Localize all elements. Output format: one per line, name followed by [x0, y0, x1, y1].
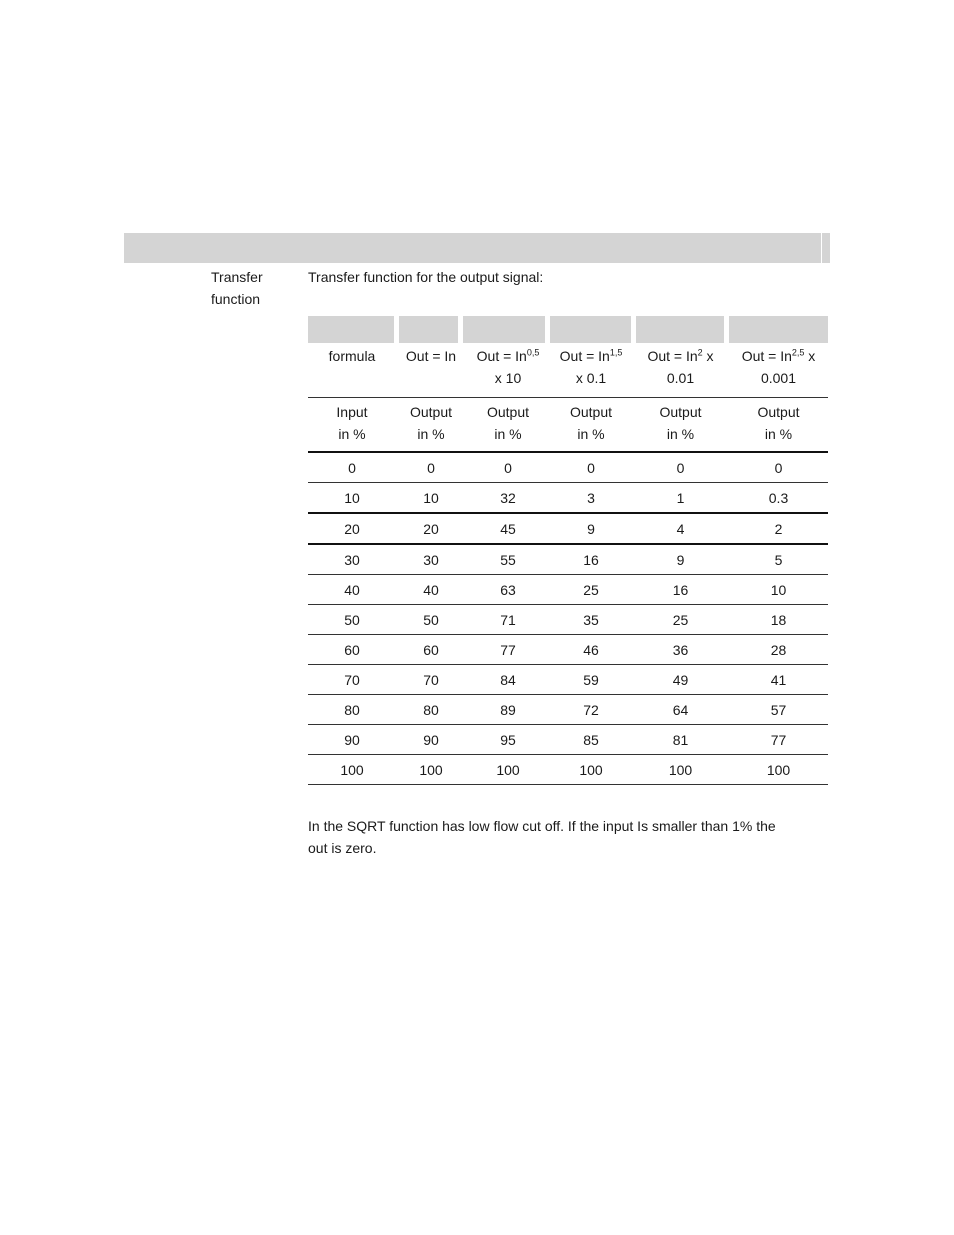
table-row	[308, 513, 828, 544]
table-cell: 16	[550, 544, 632, 575]
formula-cell	[466, 343, 550, 398]
table-cell: 10	[729, 575, 828, 605]
table-cell: 57	[729, 695, 828, 725]
unit-line2: in %	[494, 426, 522, 442]
table-cell: 16	[632, 575, 729, 605]
formula-exponent: 1,5	[609, 347, 623, 358]
formula-line1	[308, 345, 396, 367]
table-cell: 84	[466, 665, 550, 695]
formula-base: Out = In	[559, 348, 610, 364]
table-row	[308, 755, 828, 785]
table-cell: 46	[550, 635, 632, 665]
table-cell: 77	[466, 635, 550, 665]
table-cell: 0	[466, 452, 550, 483]
table-cell: 64	[632, 695, 729, 725]
table-row	[308, 483, 828, 514]
formula-cell	[632, 343, 729, 398]
table-cell: 63	[466, 575, 550, 605]
table-cell: 0	[396, 452, 466, 483]
intro-text: Transfer function for the output signal:	[308, 269, 544, 285]
header-bar-gap	[458, 316, 463, 343]
unit-line1: Output	[569, 404, 613, 420]
note-line2: out is zero.	[308, 840, 377, 856]
unit-line1: Output	[659, 404, 702, 420]
table-cell: 40	[308, 575, 396, 605]
unit-line1: Output	[757, 404, 800, 420]
table-cell: 100	[466, 755, 550, 785]
table-cell: 49	[632, 665, 729, 695]
table-row	[308, 575, 828, 605]
table-cell: 100	[729, 755, 828, 785]
table-row	[308, 725, 828, 755]
formula-line1	[729, 345, 828, 367]
unit-cell	[308, 398, 396, 453]
formula-base: Out = In	[647, 348, 698, 364]
formula-line1	[550, 345, 632, 367]
formula-suffix: x	[804, 348, 816, 364]
table-row	[308, 605, 828, 635]
table-cell: 1	[632, 483, 729, 514]
unit-cell	[632, 398, 729, 453]
table-cell: 85	[550, 725, 632, 755]
table-cell: 0	[632, 452, 729, 483]
table-cell: 25	[550, 575, 632, 605]
table-cell: 90	[308, 725, 396, 755]
unit-cell	[550, 398, 632, 453]
table-row	[308, 544, 828, 575]
table-cell: 0	[308, 452, 396, 483]
table-cell: 35	[550, 605, 632, 635]
section-label-line2: function	[211, 291, 261, 307]
header-bar-gap	[394, 316, 399, 343]
table-cell: 3	[550, 483, 632, 514]
table-cell: 71	[466, 605, 550, 635]
table-row	[308, 635, 828, 665]
transfer-function-table	[308, 316, 828, 785]
table-cell: 55	[466, 544, 550, 575]
formula-exponent: 2	[697, 347, 703, 358]
formula-line2: x 0.1	[575, 370, 607, 386]
table-cell: 41	[729, 665, 828, 695]
formula-line2: 0.01	[666, 370, 695, 386]
table-cell: 10	[396, 483, 466, 514]
table-cell: 36	[632, 635, 729, 665]
table-cell: 2	[729, 513, 828, 544]
table-cell: 45	[466, 513, 550, 544]
section-bar-divider	[821, 233, 822, 263]
section-header-bar	[124, 233, 830, 263]
formula-cell	[729, 343, 828, 398]
table-cell: 80	[396, 695, 466, 725]
table-cell: 70	[308, 665, 396, 695]
table-row	[308, 695, 828, 725]
table-cell: 59	[550, 665, 632, 695]
table-cell: 50	[308, 605, 396, 635]
formula-line2: x 10	[494, 370, 522, 386]
table-cell: 0	[729, 452, 828, 483]
table-header-bar	[308, 316, 828, 343]
table-cell: 72	[550, 695, 632, 725]
unit-row	[308, 398, 828, 453]
formula-line1	[396, 345, 466, 367]
table-cell: 30	[396, 544, 466, 575]
formula-base: formula	[328, 348, 376, 364]
table-cell: 18	[729, 605, 828, 635]
formula-base: Out = In	[476, 348, 527, 364]
table-cell: 0	[550, 452, 632, 483]
table-cell: 0.3	[729, 483, 828, 514]
formula-cell	[308, 343, 396, 398]
header-bar-gap	[724, 316, 729, 343]
formula-row	[308, 343, 828, 398]
table-cell: 4	[632, 513, 729, 544]
header-bar-gap	[545, 316, 550, 343]
table-cell: 40	[396, 575, 466, 605]
note-text	[308, 815, 828, 859]
unit-line1: Input	[336, 404, 368, 420]
unit-line2: in %	[666, 426, 695, 442]
unit-line2: in %	[577, 426, 605, 442]
formula-exponent: 0,5	[526, 347, 540, 358]
formula-line1	[632, 345, 729, 367]
formula-cell	[396, 343, 466, 398]
table-cell: 50	[396, 605, 466, 635]
table-cell: 89	[466, 695, 550, 725]
table-cell: 10	[308, 483, 396, 514]
table-cell: 60	[308, 635, 396, 665]
formula-line2: 0.001	[760, 370, 797, 386]
section-label-line1: Transfer	[211, 269, 263, 285]
unit-line2: in %	[338, 426, 366, 442]
formula-cell	[550, 343, 632, 398]
formula-base: Out = In	[741, 348, 792, 364]
table-cell: 100	[308, 755, 396, 785]
unit-line1: Output	[486, 404, 530, 420]
table-cell: 20	[396, 513, 466, 544]
formula-exponent: 2,5	[791, 347, 805, 358]
table-cell: 5	[729, 544, 828, 575]
unit-line2: in %	[764, 426, 793, 442]
table-cell: 81	[632, 725, 729, 755]
table-cell: 9	[632, 544, 729, 575]
formula-line1	[466, 345, 550, 367]
table-cell: 95	[466, 725, 550, 755]
table-cell: 60	[396, 635, 466, 665]
table-cell: 20	[308, 513, 396, 544]
transfer-table	[308, 343, 828, 785]
formula-suffix: x	[702, 348, 714, 364]
unit-cell	[396, 398, 466, 453]
table-cell: 90	[396, 725, 466, 755]
table-cell: 30	[308, 544, 396, 575]
table-row	[308, 452, 828, 483]
section-label	[211, 266, 291, 310]
table-cell: 9	[550, 513, 632, 544]
header-bar-gap	[631, 316, 636, 343]
table-cell: 100	[632, 755, 729, 785]
table-cell: 70	[396, 665, 466, 695]
table-cell: 80	[308, 695, 396, 725]
note-line1: In the SQRT function has low flow cut off. If the input Is smaller than 1% the	[308, 818, 776, 834]
table-cell: 25	[632, 605, 729, 635]
unit-line1: Output	[409, 404, 453, 420]
unit-cell	[729, 398, 828, 453]
table-cell: 77	[729, 725, 828, 755]
table-cell: 28	[729, 635, 828, 665]
table-row	[308, 665, 828, 695]
unit-cell	[466, 398, 550, 453]
unit-line2: in %	[417, 426, 445, 442]
table-cell: 32	[466, 483, 550, 514]
table-cell: 100	[550, 755, 632, 785]
formula-base: Out = In	[405, 348, 457, 364]
table-cell: 100	[396, 755, 466, 785]
